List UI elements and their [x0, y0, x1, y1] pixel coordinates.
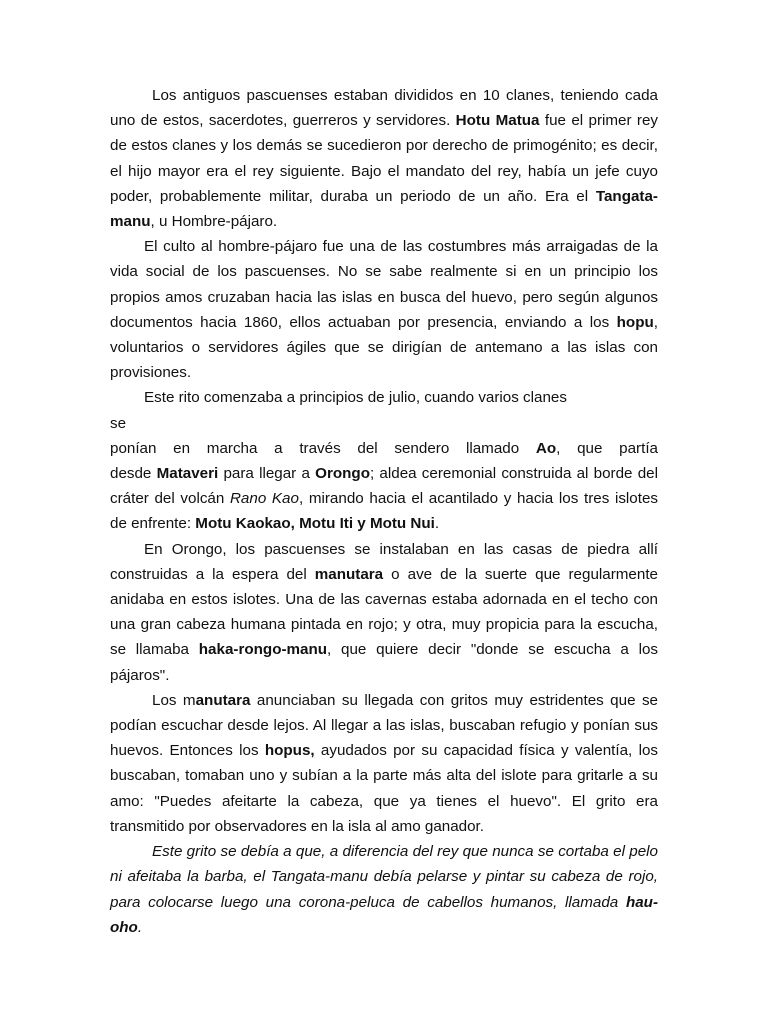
bold-term: hau-oho [110, 893, 658, 936]
paragraph [110, 234, 658, 385]
text-run: , voluntarios o servidores ágiles que se dirigían de antemano a las islas con provisiones. [110, 313, 658, 382]
italic-text: Este grito se debía a que, a diferencia del rey que nunca se cortaba el pelo ni afeitaba la barba, el Tangata-manu debía pelarse y pintar su cabeza de rojo, para colocarse luego una corona-peluca de cabellos humanos, llamada [110, 843, 658, 911]
bold-term: hopu [616, 313, 654, 331]
paragraph [110, 436, 658, 461]
bold-term: anutara [195, 691, 251, 709]
bold-term: manutara [314, 565, 384, 583]
bold-term: Mataveri [156, 465, 219, 483]
bold-term: Orongo [315, 465, 370, 483]
text-run: ayudados por su capacidad física y valentía, los buscaban, tomaban uno y subían a la parte más alta del islote para gritarle a su amo: "Puedes afeitarte la cabeza, que ya tienes el huevo". El grito era transmitido por observadores en la isla al amo ganador. [110, 742, 658, 835]
paragraph [110, 83, 658, 234]
paragraph [110, 839, 658, 940]
bold-term: Tangata-manu [110, 187, 658, 231]
paragraph [110, 411, 658, 436]
text-run: En Orongo, los pascuenses se instalaban en las casas de piedra allí construidas a la espera del [110, 540, 658, 583]
text-run: fue el primer rey de estos clanes y los demás se sucedieron por derecho de primogénito; es decir, el hijo mayor era el rey siguiente. Bajo el mandato del rey, había un jefe cuyo poder, probablemente militar, duraba un periodo de un año. Era el [110, 112, 658, 205]
bold-term: Motu Kaokao, Motu Iti y Motu Nui [195, 515, 435, 533]
text-run: desde [110, 465, 157, 483]
italic-text: Rano Kao [229, 490, 299, 508]
text-run: Los m [152, 691, 196, 709]
paragraph [110, 688, 658, 839]
bold-term: hopus, [264, 742, 315, 760]
paragraph [110, 385, 658, 410]
paragraph [110, 461, 658, 537]
text-run: se [110, 414, 127, 432]
text-run: . [434, 515, 440, 533]
text-run: Este rito comenzaba a principios de julio, cuando varios clanes [144, 389, 567, 407]
bold-term: haka-rongo-manu [198, 641, 328, 659]
text-run: ponían en marcha a través del sendero llamado [110, 439, 536, 457]
italic-text: . [137, 918, 143, 936]
text-run: , u Hombre-pájaro. [150, 213, 278, 231]
text-run: o ave de la suerte que regularmente anidaba en estos islotes. Una de las cavernas estaba adornada en el techo con una gran cabeza humana pintada en rojo; y otra, muy propicia para la escucha, se llamaba [110, 565, 658, 659]
text-run: ; aldea ceremonial construida al borde del cráter del volcán [110, 465, 658, 508]
text-run: Los antiguos pascuenses estaban divididos en 10 clanes, teniendo cada uno de estos, sacerdotes, guerreros y servidores. [110, 87, 658, 130]
text-run: anunciaban su llegada con gritos muy estridentes que se podían escuchar desde lejos. Al llegar a las islas, buscaban refugio y ponían sus huevos. Entonces los [110, 691, 659, 760]
text-run: , que partía [556, 439, 658, 457]
text-run: para llegar a [218, 465, 316, 483]
paragraph [110, 537, 658, 688]
text-run: , mirando hacia el acantilado y hacia los tres islotes de enfrente: [110, 490, 659, 533]
bold-term: Ao [535, 439, 557, 457]
bold-term: Hotu Matua [455, 112, 540, 130]
body-text [110, 83, 658, 940]
text-run: El culto al hombre-pájaro fue una de las costumbres más arraigadas de la vida social de los pascuenses. No se sabe realmente si en un principio los propios amos cruzaban hacia las islas en busca del huevo, pero según algunos documentos hacia 1860, ellos actuaban por presencia, enviando a los [110, 238, 658, 331]
text-run: , que quiere decir "donde se escucha a los pájaros". [110, 641, 659, 684]
